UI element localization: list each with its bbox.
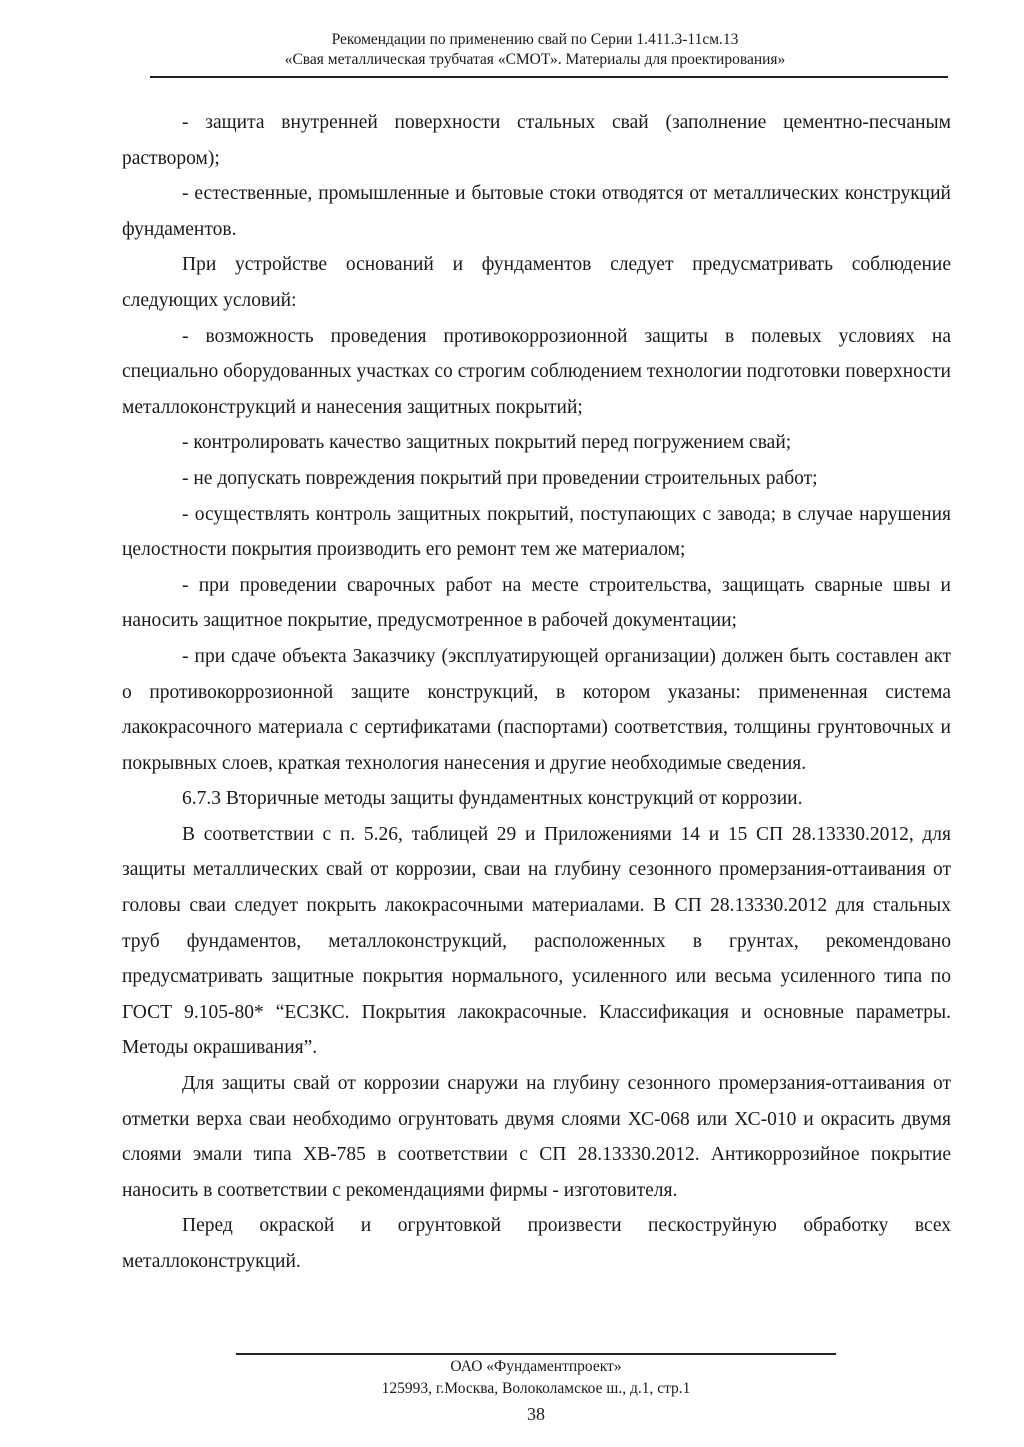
footer-divider — [236, 1353, 836, 1355]
paragraph: Перед окраской и огрунтовкой произвести пескоструйную обработку всех металлоконструкций. — [122, 1215, 951, 1272]
paragraph: Для защиты свай от коррозии снаружи на глубину сезонного промерзания-оттаивания от отметки верха сваи необходимо огрунтовать двумя слоями ХС-068 или ХС-010 и окрасить двумя слоями эмали типа ХВ-785 в соответствии с СП 28.13330.2012. Антикоррозийное покрытие наносить в соответствии с рекомендациями фирмы - изготовителя. — [122, 1073, 951, 1201]
paragraph: - не допускать повреждения покрытий при проведении строительных работ; — [182, 467, 818, 489]
page-number: 38 — [527, 1404, 545, 1424]
paragraph: - защита внутренней поверхности стальных свай (заполнение цементно-песчаным раствором); — [122, 112, 951, 169]
paragraph: - при проведении сварочных работ на месте строительства, защищать сварные швы и наносить защитное покрытие, предусмотренное в рабочей документации; — [122, 574, 951, 632]
header-line-2: «Свая металлическая трубчатая «СМОТ». Материалы для проектирования» — [284, 51, 786, 68]
header-line-1: Рекомендации по применению свай по Серии 1.411.3-11см.13 — [331, 31, 739, 48]
page-footer — [236, 1356, 836, 1400]
document-body — [122, 105, 951, 1280]
page-header — [122, 30, 948, 70]
paragraph: - осуществлять контроль защитных покрытий, поступающих с завода; в случае нарушения целостности покрытия производить его ремонт тем же материалом; — [122, 503, 951, 561]
section-heading: 6.7.3 Вторичные методы защиты фундаментных конструкций от коррозии. — [182, 788, 803, 810]
paragraph: - контролировать качество защитных покрытий перед погружением свай; — [182, 432, 792, 454]
footer-organization: ОАО «Фундаментпроект» — [450, 1358, 622, 1375]
header-divider — [150, 76, 948, 78]
paragraph: - возможность проведения противокоррозионной защиты в полевых условиях на специально оборудованных участках со строгим соблюдением технологии подготовки поверхности металлоконструкций и нанесения защитных покрытий; — [122, 325, 951, 418]
paragraph: В соответствии с п. 5.26, таблицей 29 и Приложениями 14 и 15 СП 28.13330.2012, для защиты металлических свай от коррозии, сваи на глубину сезонного промерзания-оттаивания от головы сваи следует покрыть лакокрасочными материалами. В СП 28.13330.2012 для стальных труб фундаментов, металлоконструкций, расположенных в грунтах, рекомендовано предусматривать защитные покрытия нормального, усиленного или весьма усиленного типа по ГОСТ 9.105-80* “ЕСЗКС. Покрытия лакокрасочные. Классификация и основные параметры. Методы окрашивания”. — [122, 823, 951, 1059]
paragraph: - естественные, промышленные и бытовые стоки отводятся от металлических конструкций фундаментов. — [122, 183, 951, 240]
footer-address: 125993, г.Москва, Волоколамское ш., д.1, стр.1 — [381, 1380, 691, 1397]
paragraph: При устройстве оснований и фундаментов следует предусматривать соблюдение следующих условий: — [122, 254, 951, 311]
paragraph: - при сдаче объекта Заказчику (эксплуатирующей организации) должен быть составлен акт о противокоррозионной защите конструкций, в котором указаны: примененная система лакокрасочного материала с сертификатами (паспортами) соответствия, толщины грунтовочных и покрывных слоев, краткая технология нанесения и другие необходимые сведения. — [122, 645, 951, 774]
